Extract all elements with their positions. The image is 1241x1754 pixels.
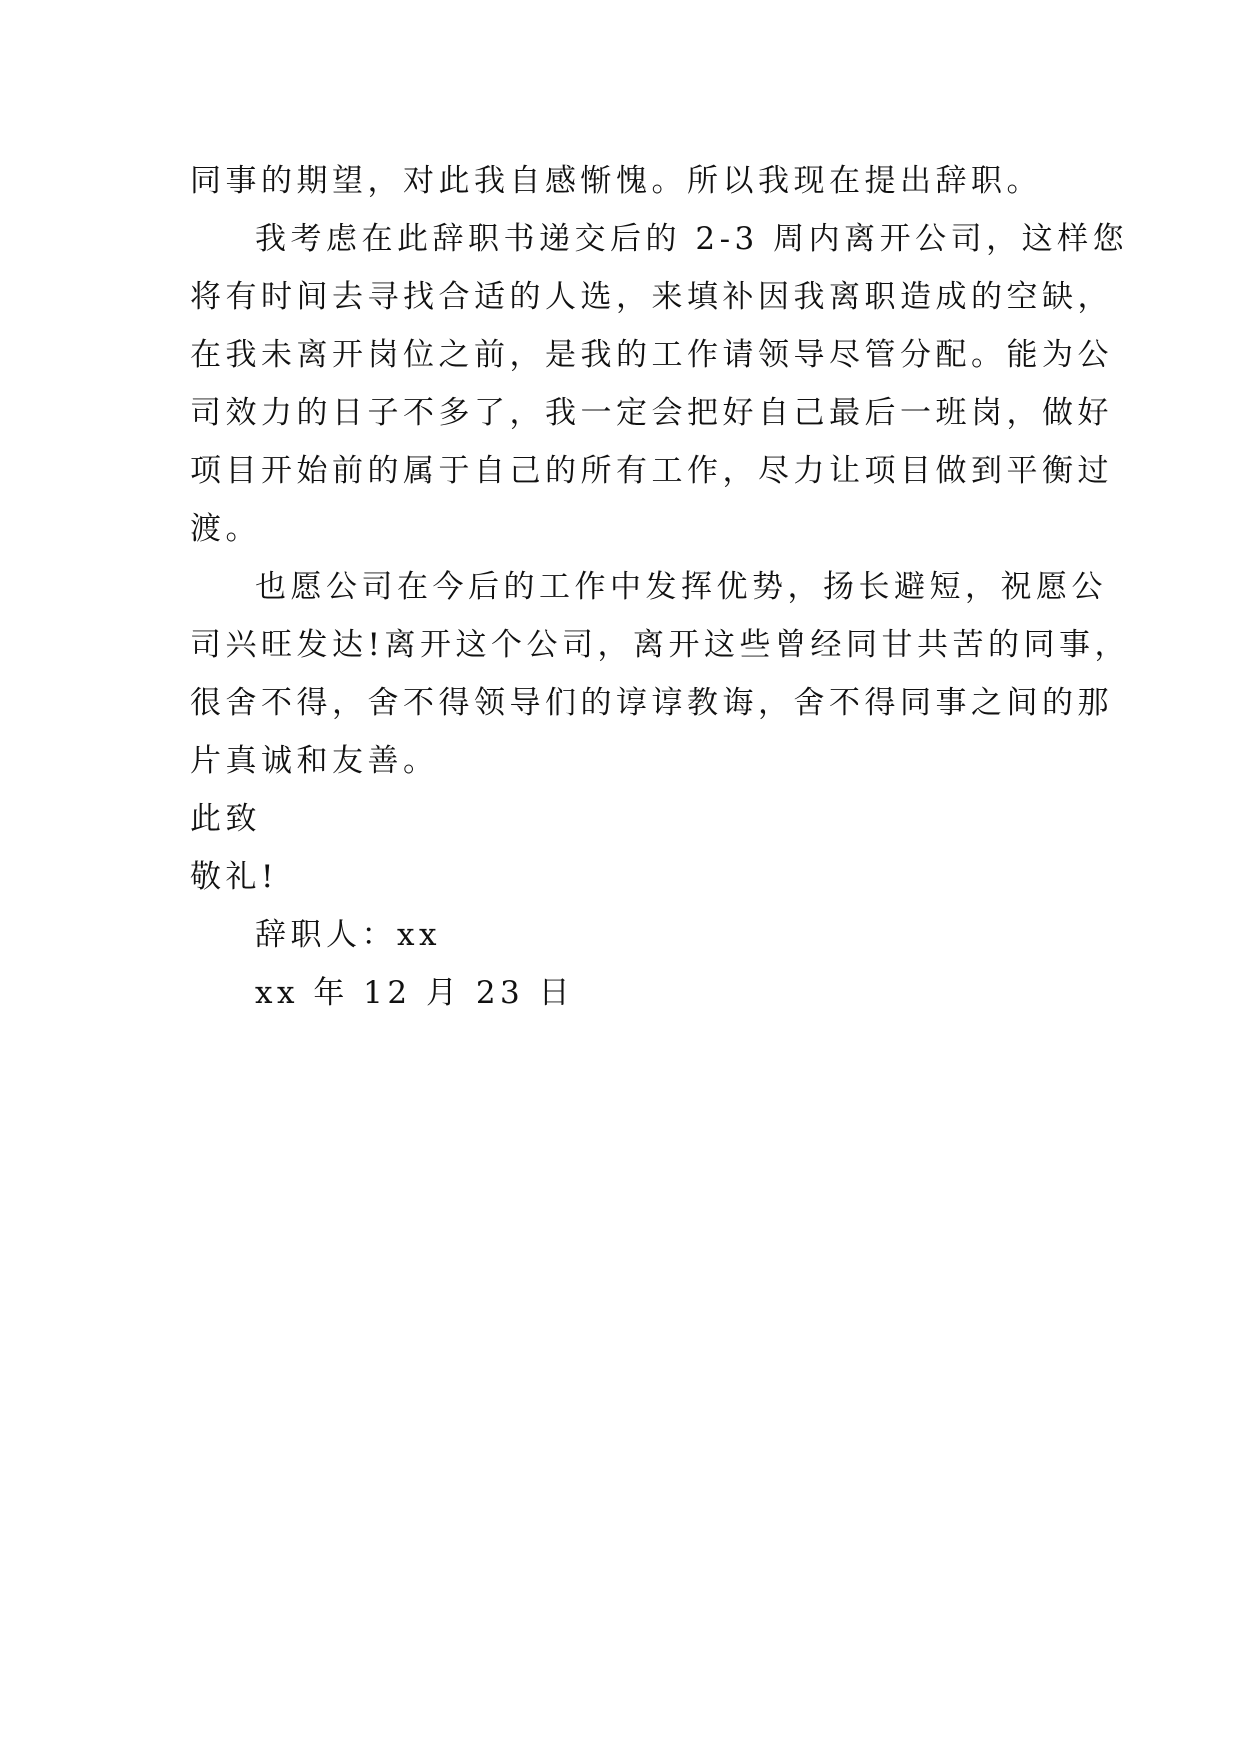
closing-regards: 敬礼! <box>190 859 278 895</box>
closing-salutation: 此致 <box>190 801 261 837</box>
paragraph-line: 渡。 <box>190 511 261 547</box>
paragraph-line: 同事的期望，对此我自感惭愧。所以我现在提出辞职。 <box>190 163 1042 199</box>
signature-name: 辞职人：xx <box>255 917 441 953</box>
paragraph-line: 片真诚和友善。 <box>190 743 439 779</box>
paragraph-line: 我考虑在此辞职书递交后的 2-3 周内离开公司，这样您 <box>255 221 1129 257</box>
paragraph-line: 也愿公司在今后的工作中发挥优势，扬长避短，祝愿公 <box>255 569 1107 605</box>
paragraph-line: 司效力的日子不多了，我一定会把好自己最后一班岗，做好 <box>190 395 1113 431</box>
paragraph-line: 项目开始前的属于自己的所有工作，尽力让项目做到平衡过 <box>190 453 1113 489</box>
paragraph-line: 司兴旺发达!离开这个公司，离开这些曾经同甘共苦的同事， <box>190 627 1130 663</box>
paragraph-line: 将有时间去寻找合适的人选，来填补因我离职造成的空缺， <box>190 279 1113 315</box>
paragraph-line: 在我未离开岗位之前，是我的工作请领导尽管分配。能为公 <box>190 337 1113 373</box>
signature-date: xx 年 12 月 23 日 <box>255 975 575 1011</box>
paragraph-line: 很舍不得，舍不得领导们的谆谆教诲，舍不得同事之间的那 <box>190 685 1113 721</box>
